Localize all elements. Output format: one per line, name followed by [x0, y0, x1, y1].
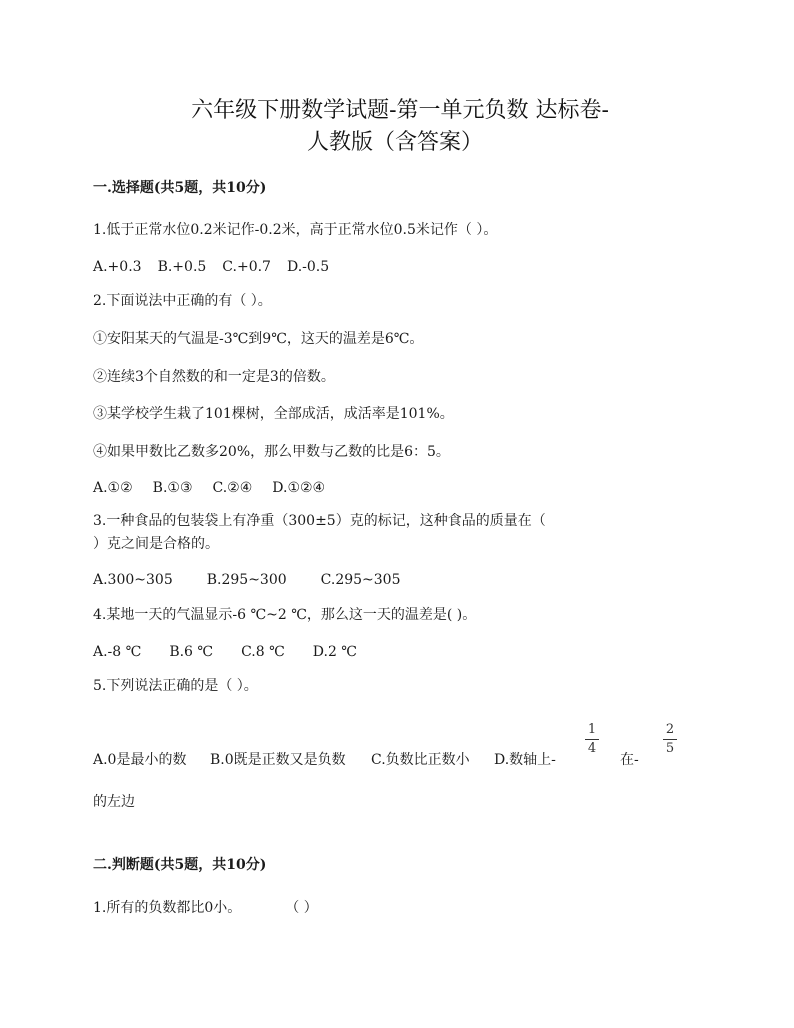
q2-option-c: C.②④ [212, 480, 253, 496]
q3-option-a: A.300~305 [93, 572, 173, 588]
q1-options [93, 258, 329, 276]
fraction-bar [585, 739, 599, 740]
q4-options [93, 643, 357, 661]
q5-option-d-end: 的左边 [93, 794, 135, 810]
q5-stem: 5.下列说法正确的是（ ）。 [93, 678, 258, 694]
q3-stem-line1: 3.一种食品的包装袋上有净重（300±5）克的标记，这种食品的质量在（ [93, 513, 546, 529]
fraction-numerator: 2 [665, 722, 675, 737]
q4-stem: 4.某地一天的气温显示-6 ℃~2 ℃，那么这一天的温差是( )。 [93, 607, 477, 623]
q1-option-a: A.+0.3 [93, 259, 142, 275]
judge-q1-answer-blank[interactable]: （ ） [285, 900, 318, 916]
q2-statement-1: ①安阳某天的气温是-3℃到9℃，这天的温差是6℃。 [93, 331, 424, 347]
fraction-denominator: 4 [587, 741, 597, 756]
fraction-numerator: 1 [587, 722, 597, 737]
fraction-bar [663, 739, 677, 740]
section2-heading: 二.判断题(共5题，共10分) [93, 857, 267, 873]
q2-option-d: D.①②④ [272, 480, 326, 496]
q2-options [93, 479, 325, 497]
q2-stem: 2.下面说法中正确的有（ ）。 [93, 293, 272, 309]
q1-option-c: C.+0.7 [222, 259, 271, 275]
q5-option-a: A.0是最小的数 [93, 752, 187, 768]
q3-option-b: B.295~300 [206, 572, 287, 588]
q5-option-b: B.0既是正数又是负数 [210, 752, 346, 768]
q3-stem-line2: ）克之间是合格的。 [93, 536, 219, 552]
section1-heading: 一.选择题(共5题，共10分) [93, 180, 267, 196]
judge-q1 [93, 899, 318, 917]
q4-option-c: C.8 ℃ [241, 644, 285, 660]
q1-option-d: D.-0.5 [286, 259, 330, 275]
q3-option-c: C.295~305 [320, 572, 401, 588]
q1-stem: 1.低于正常水位0.2米记作-0.2米，高于正常水位0.5米记作（ ）。 [93, 222, 498, 238]
document-title-line1: 六年级下册数学试题-第一单元负数 达标卷- [191, 98, 609, 123]
q4-option-b: B.6 ℃ [169, 644, 214, 660]
q2-option-a: A.①② [93, 480, 133, 496]
q2-statement-3: ③某学校学生栽了101棵树，全部成活，成活率是101%。 [93, 406, 454, 422]
q2-statement-4: ④如果甲数比乙数多20%，那么甲数与乙数的比是6：5。 [93, 444, 450, 460]
q2-option-b: B.①③ [152, 480, 193, 496]
document-title-line2: 人教版（含答案） [306, 130, 483, 155]
q4-option-a: A.-8 ℃ [93, 644, 142, 660]
fraction-denominator: 5 [665, 741, 675, 756]
q2-statement-2: ②连续3个自然数的和一定是3的倍数。 [93, 369, 335, 385]
judge-q1-stem: 1.所有的负数都比0小。 [93, 900, 242, 916]
q5-option-d: D.数轴上- [494, 752, 556, 768]
q4-option-d: D.2 ℃ [312, 644, 357, 660]
q5-options [0, 751, 794, 769]
q3-options [93, 571, 401, 589]
q5-option-d-continued: 在- [620, 752, 639, 768]
q1-option-b: B.+0.5 [157, 259, 207, 275]
q5-option-c: C.负数比正数小 [371, 752, 470, 768]
